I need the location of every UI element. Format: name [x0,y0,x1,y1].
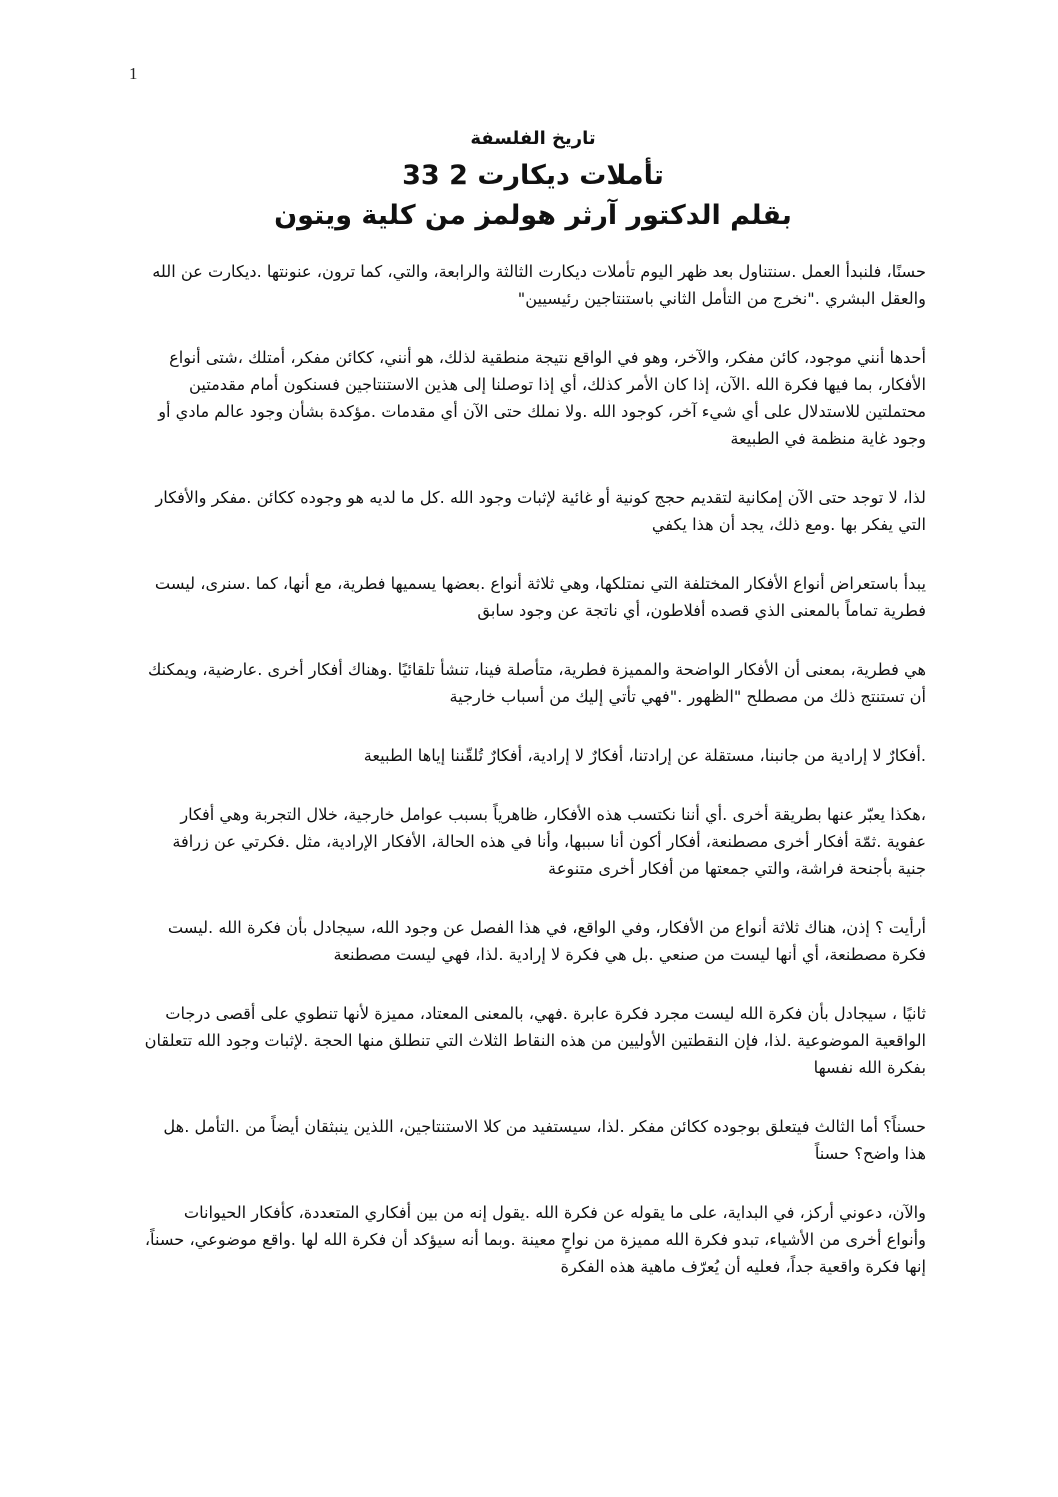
paragraph: يبدأ باستعراض أنواع الأفكار المختلفة التي نمتلكها، وهي ثلاثة أنواع .بعضها يسميها فطرية، مع أنها، كما .سنرى، ليست فطرية تماماً بالمعنى الذي قصده أفلاطون، أي ناتجة عن وجود سابق [154,574,926,620]
paragraph: .أفكارٌ لا إرادية من جانبنا، مستقلة عن إرادتنا، أفكارٌ لا إرادية، أفكارٌ تُلقّننا إياها الطبيعة [363,746,926,765]
paragraph: حسنًا، فلنبدأ العمل .سنتناول بعد ظهر اليوم تأملات ديكارت الثالثة والرابعة، والتي، كما ترون، عنونتها .ديكارت عن الله والعقل البشري ."نخرج من التأمل الثاني باستنتاجين رئيسيين" [152,262,926,308]
title-block [140,122,926,236]
paragraph: أحدها أنني موجود، كائن مفكر، والآخر، وهو في الواقع نتيجة منطقية لذلك، هو أنني، ككائن مفكر، أمتلك ،شتى أنواع الأفكار، بما فيها فكرة الله .الآن، إذا كان الأمر كذلك، أي إذا توصلنا إلى هذين الاستنتاجين فسنكون أمام مقدمتين محتملتين للاستدلال على أي شيء آخر، كوجود الله .ولا نملك حتى الآن أي مقدمات .مؤكدة بشأن وجود عالم مادي أو وجود غاية منظمة في الطبيعة [158,348,926,448]
page-title-line-1: تأملات ديكارت 2 33 [402,160,664,191]
paragraph: لذا، لا توجد حتى الآن إمكانية لتقديم حجج كونية أو غائية لإثبات وجود الله .كل ما لديه هو وجوده ككائن .مفكر والأفكار التي يفكر بها .ومع ذلك، يجد أن هذا يكفي [155,488,926,534]
paragraph: هي فطرية، بمعنى أن الأفكار الواضحة والمميزة فطرية، متأصلة فينا، تنشأ تلقائيًا .وهناك أفكار أخرى .عارضية، ويمكنك أن تستنتج ذلك من مصطلح "الظهور ."فهي تأتي إليك من أسباب خارجية [147,660,926,706]
body-text [140,258,926,1312]
page-number: 1 [129,64,138,83]
subtitle: تاريخ الفلسفة [470,128,596,149]
paragraph: حسناً؟ أما الثالث فيتعلق بوجوده ككائن مفكر .لذا، سيستفيد من كلا الاستنتاجين، اللذين ينبثقان أيضاً من .التأمل .هل هذا واضح؟ حسناً [163,1117,926,1163]
paragraph: ثانيًا ، سيجادل بأن فكرة الله ليست مجرد فكرة عابرة .فهي، بالمعنى المعتاد، مميزة لأنها تنطوي على أقصى درجات الواقعية الموضوعية .لذا، فإن النقطتين الأوليين من هذه النقاط الثلاث التي تنطلق منها الحجة .لإثبات وجود الله تتعلقان بفكرة الله نفسها [144,1004,926,1077]
paragraph: ،هكذا يعبّر عنها بطريقة أخرى .أي أننا نكتسب هذه الأفكار، ظاهرياً بسبب عوامل خارجية، خلال التجربة وهي أفكار عفوية .ثمّة أفكار أخرى مصطنعة، أفكار أكون أنا سببها، وأنا في هذه الحالة، الأفكار الإرادية، مثل .فكرتي عن زرافة جنية بأجنحة فراشة، والتي جمعتها من أفكار أخرى متنوعة [172,805,926,878]
paragraph: أرأيت ؟ إذن، هناك ثلاثة أنواع من الأفكار، وفي الواقع، في هذا الفصل عن وجود الله، سيجادل بأن فكرة الله .ليست فكرة مصطنعة، أي أنها ليست من صنعي .بل هي فكرة لا إرادية .لذا، فهي ليست مصطنعة [167,918,926,964]
paragraph: والآن، دعوني أركز، في البداية، على ما يقوله عن فكرة الله .يقول إنه من بين أفكاري المتعددة، كأفكار الحيوانات وأنواع أخرى من الأشياء، تبدو فكرة الله مميزة من نواحٍ معينة .وبما أنه سيؤكد أن فكرة الله لها .واقع موضوعي، حسناً، إنها فكرة واقعية جداً، فعليه أن يُعرّف ماهية هذه الفكرة [144,1203,926,1276]
page-title-line-2: بقلم الدكتور آرثر هولمز من كلية ويتون [274,200,792,231]
